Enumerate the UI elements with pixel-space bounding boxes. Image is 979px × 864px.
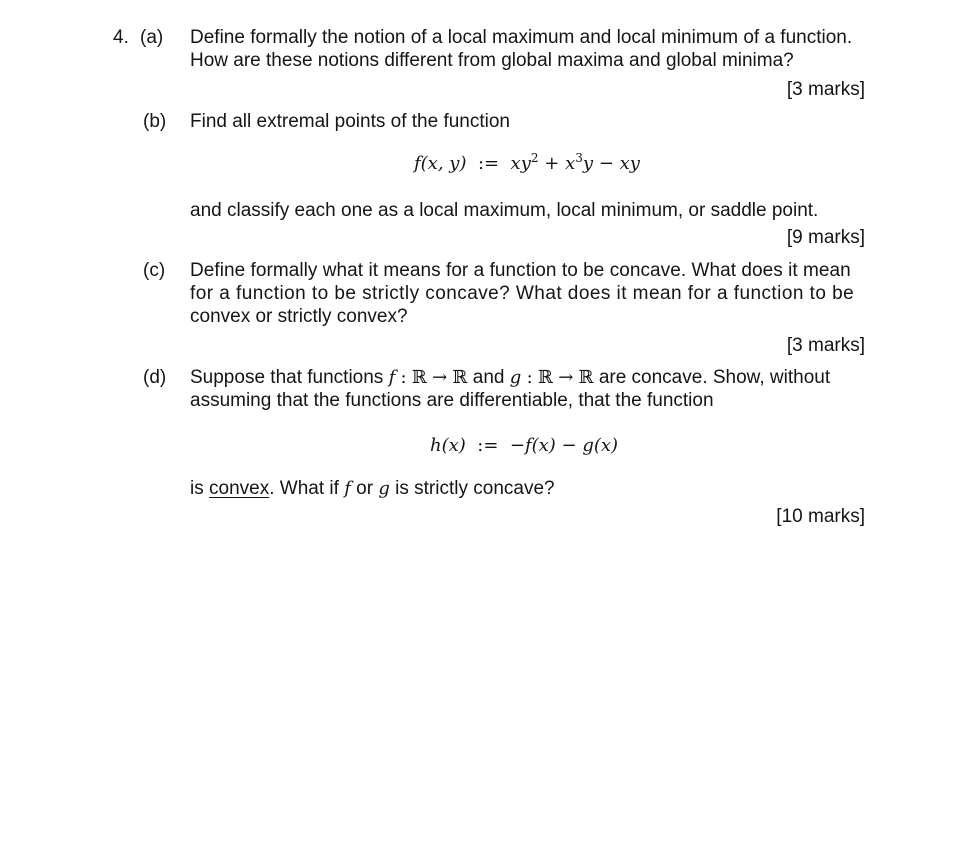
part-d-equation — [430, 434, 618, 457]
d-last-convex: convex — [209, 478, 270, 499]
d-line1-domain-2: ℝ — [537, 367, 553, 388]
eq-b-term-3: xy — [619, 153, 640, 174]
part-d-line-1 — [190, 366, 830, 389]
d-last-mid: . What if — [269, 478, 339, 499]
eq-d-rhs: −f(x) − g(x) — [509, 435, 619, 456]
d-line1-g: g — [509, 367, 522, 388]
d-line1-codomain-2: ℝ — [578, 367, 594, 388]
part-a-line-1: Define formally the notion of a local maximum and local minimum of a function. — [190, 27, 853, 48]
part-c-line-3: convex or strictly convex? — [190, 306, 408, 327]
part-d-line-2: assuming that the functions are differentiable, that the function — [190, 390, 714, 411]
d-last-f: f — [344, 478, 351, 499]
part-b-label: (b) — [143, 111, 167, 132]
part-b-outro: and classify each one as a local maximum, local minimum, or saddle point. — [190, 200, 819, 221]
d-last-or: or — [356, 478, 374, 499]
eq-b-term-1: xy — [510, 153, 531, 174]
part-c-label: (c) — [143, 260, 166, 281]
question-number: 4. — [113, 27, 129, 48]
part-a-marks: [3 marks] — [786, 79, 865, 100]
d-line1-domain-1: ℝ — [411, 367, 427, 388]
eq-b-assign: := — [477, 153, 500, 174]
part-c-marks: [3 marks] — [786, 335, 865, 356]
eq-b-term-1-exp: 2 — [530, 151, 539, 165]
d-line1-colon-2: : — [526, 367, 533, 388]
part-b-intro: Find all extremal points of the function — [190, 111, 511, 132]
d-last-post: is strictly concave? — [395, 478, 555, 499]
part-c-line-2: for a function to be strictly concave? What does it mean for a function to be — [190, 283, 855, 304]
d-line1-colon-1: : — [400, 367, 407, 388]
d-last-pre: is — [190, 478, 204, 499]
d-last-g: g — [378, 478, 390, 499]
d-line1-codomain-1: ℝ — [452, 367, 468, 388]
part-d-last-line — [190, 477, 555, 500]
d-line1-and: and — [472, 367, 505, 388]
part-b-marks: [9 marks] — [786, 227, 865, 248]
eq-d-lhs: h(x) — [430, 435, 466, 456]
eq-b-plus: + — [544, 153, 560, 174]
eq-b-term-2-rest: y — [582, 153, 594, 174]
d-line1-pre: Suppose that functions — [190, 367, 384, 388]
part-b-equation — [414, 152, 640, 175]
part-a-line-2: How are these notions different from global maxima and global minima? — [190, 50, 794, 71]
d-line1-arrow-2: → — [558, 367, 574, 388]
eq-b-lhs: f(x, y) — [414, 153, 467, 174]
part-d-marks: [10 marks] — [776, 506, 865, 527]
d-line1-arrow-1: → — [432, 367, 448, 388]
eq-b-minus: − — [598, 153, 614, 174]
part-d-label: (d) — [143, 367, 167, 388]
d-line1-f: f — [388, 367, 396, 388]
eq-b-term-2: x — [565, 153, 576, 174]
eq-d-assign: := — [477, 435, 499, 456]
d-line1-post: are concave. Show, without — [598, 367, 831, 388]
part-c-line-1: Define formally what it means for a function to be concave. What does it mean — [190, 260, 851, 281]
eq-b-term-2-exp: 3 — [575, 151, 583, 165]
part-a-label: (a) — [140, 27, 164, 48]
